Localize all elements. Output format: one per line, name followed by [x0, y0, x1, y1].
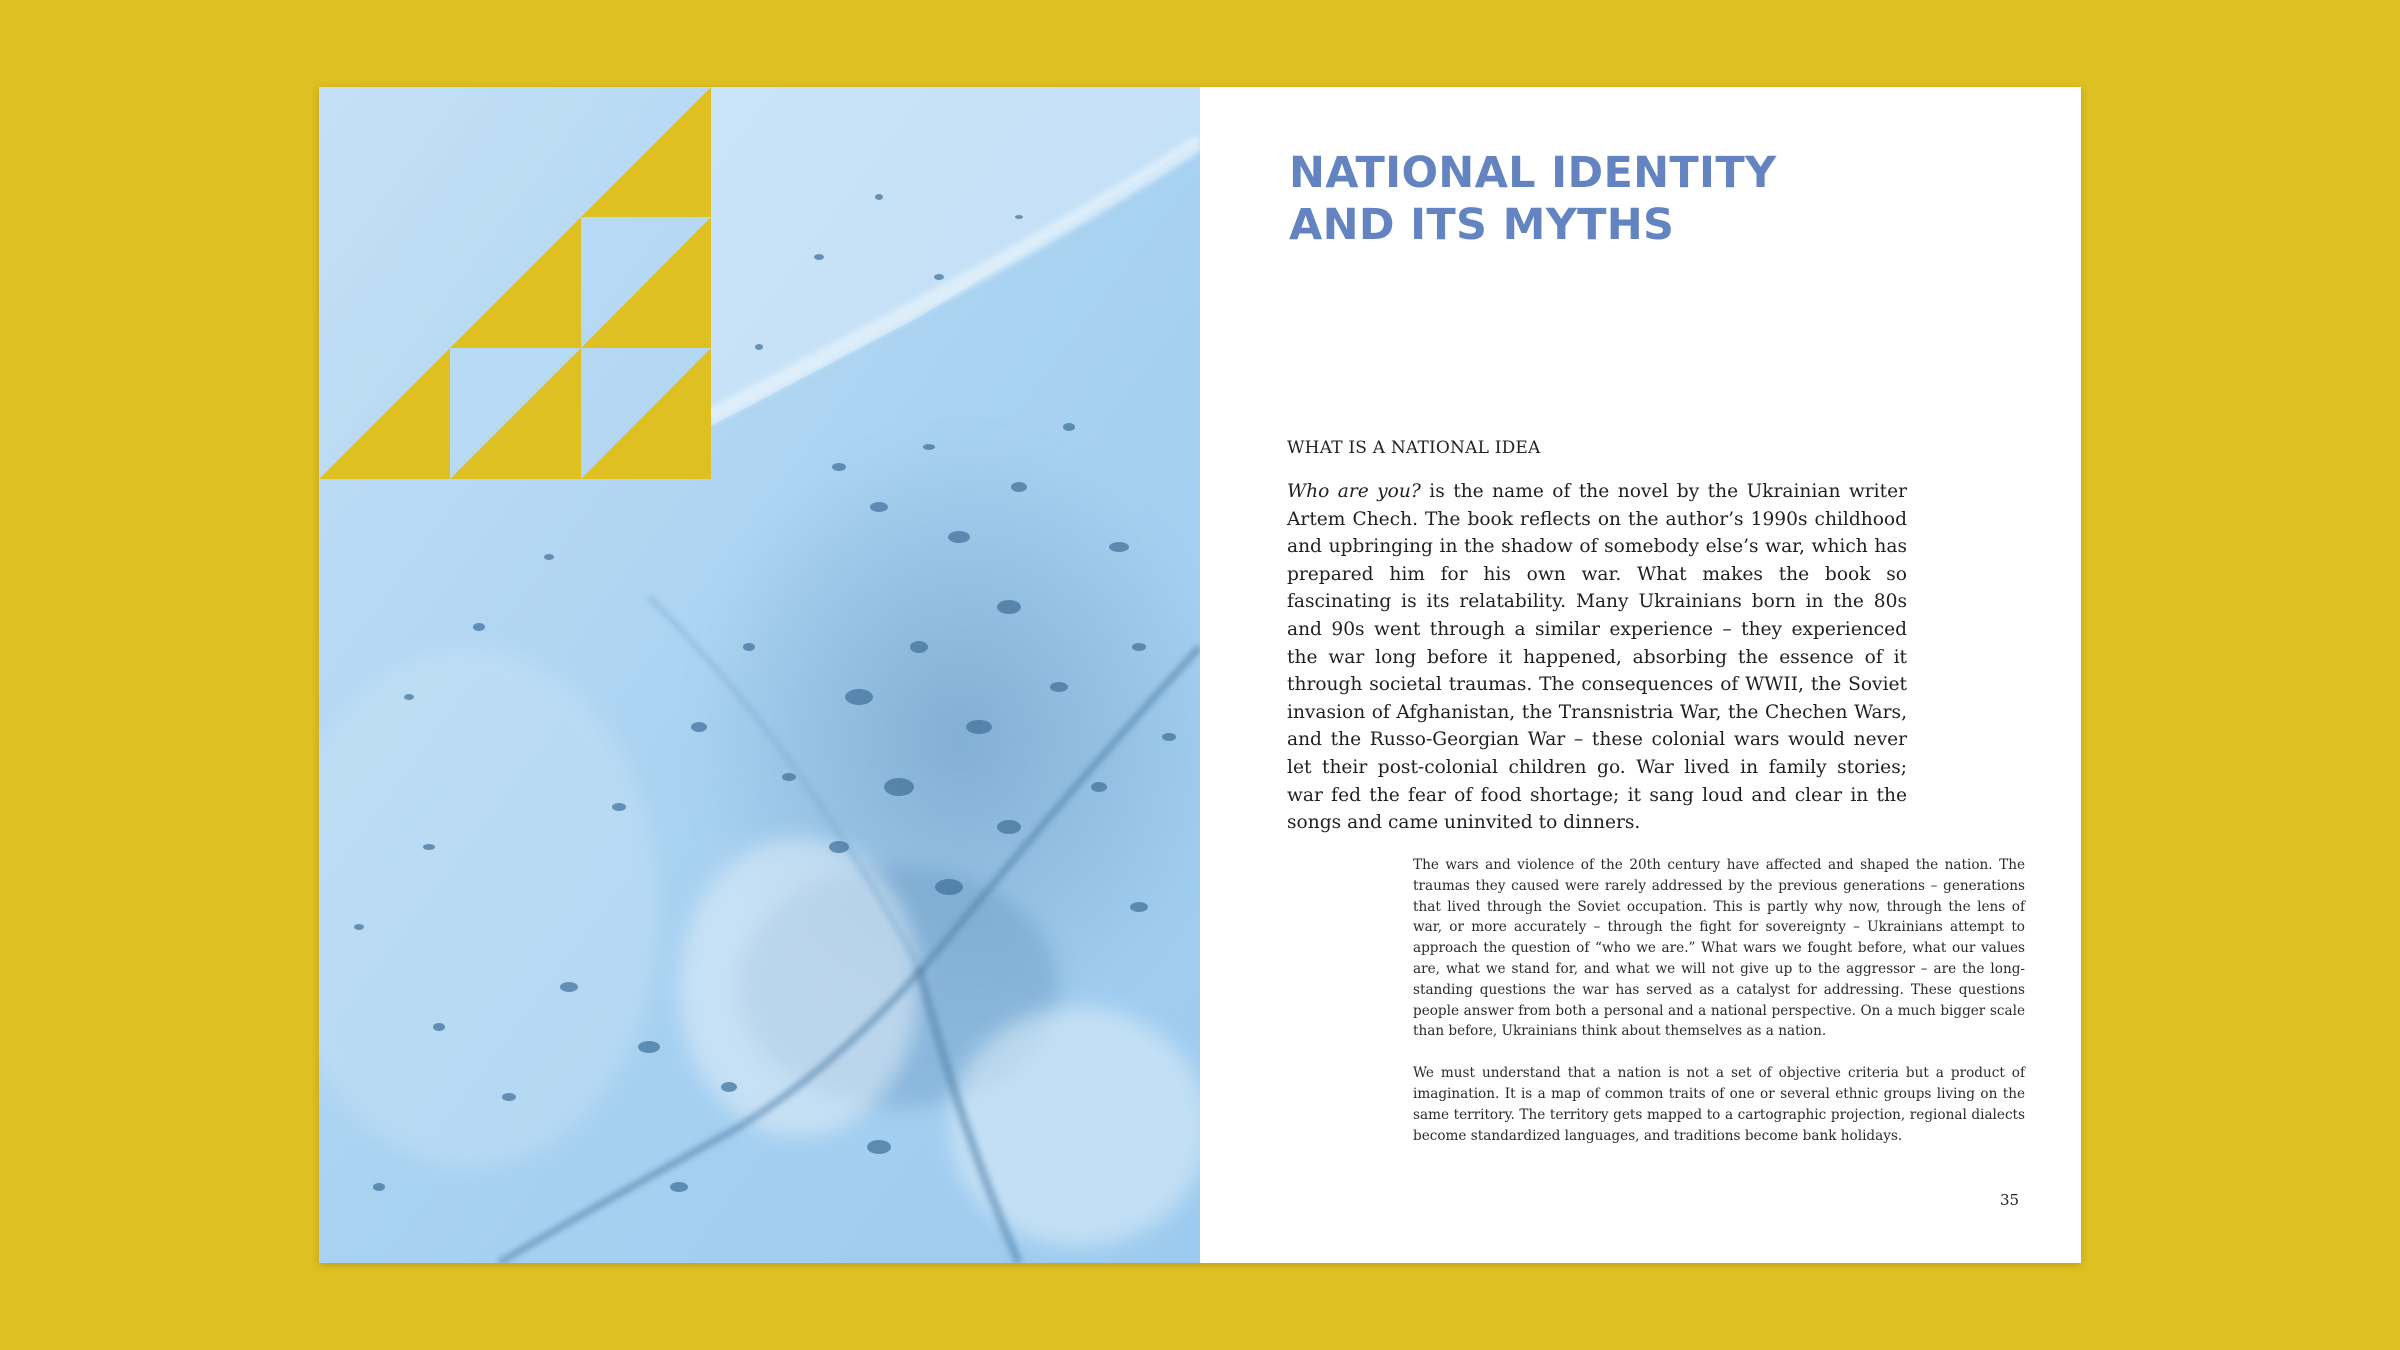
section-subheading: WHAT IS A NATIONAL IDEA: [1287, 438, 1541, 458]
right-page: [1200, 87, 2081, 1263]
book-spread: [319, 87, 2081, 1263]
title-line-1: NATIONAL IDENTITY: [1289, 148, 1777, 198]
title-line-2: AND ITS MYTHS: [1289, 200, 1675, 250]
page-number: 35: [2000, 1191, 2020, 1209]
note-paragraph-1: The wars and violence of the 20th century have affected and shaped the nation. The traumas they caused were rarely addressed by the previous generations – generations that lived through the Soviet occupation. This is partly why now, through the lens of war, or more accurately – through the fight for sovereignty – Ukrainians attempt to approach the question of “who we are.” What wars we fought before, what our values are, what we stand for, and what we will not give up to the aggressor – are the long-standing questions the war has served as a catalyst for addressing. These questions people answer from both a personal and a national perspective. On a much bigger scale than before, Ukrainians think about themselves as a nation.: [1413, 857, 2025, 1040]
novel-title-italic: Who are you?: [1287, 481, 1421, 502]
body-text: is the name of the novel by the Ukrainian writer Artem Chech. The book reflects on the author’s 1990s childhood and upbringing in the shadow of somebody else’s war, which has prepared him for his own war. What makes the book so fascinating is its relatability. Many Ukrainians born in the 80s and 90s went through a similar experience – they experienced the war long before it happened, absorbing the essence of it through societal traumas. The consequences of WWII, the Soviet invasion of Afghanistan, the Transnistria War, the Chechen Wars, and the Russo-Georgian War – these colonial wars would never let their post-colonial children go. War lived in family stories; war fed the fear of food shortage; it sang loud and clear in the songs and came uninvited to dinners.: [1287, 481, 1907, 834]
body-paragraph: [1287, 478, 1907, 837]
left-page: [319, 87, 1200, 1263]
page-title: [1289, 147, 1776, 251]
photo-blue-texture: [319, 87, 1200, 1263]
note-paragraph-2: We must understand that a nation is not a set of objective criteria but a product of imagination. It is a map of common traits of one or several ethnic groups living on the same territory. The territory gets mapped to a cartographic projection, regional dialects become standardized languages, and traditions become bank holidays.: [1413, 1065, 2025, 1144]
side-notes: [1413, 855, 2025, 1167]
